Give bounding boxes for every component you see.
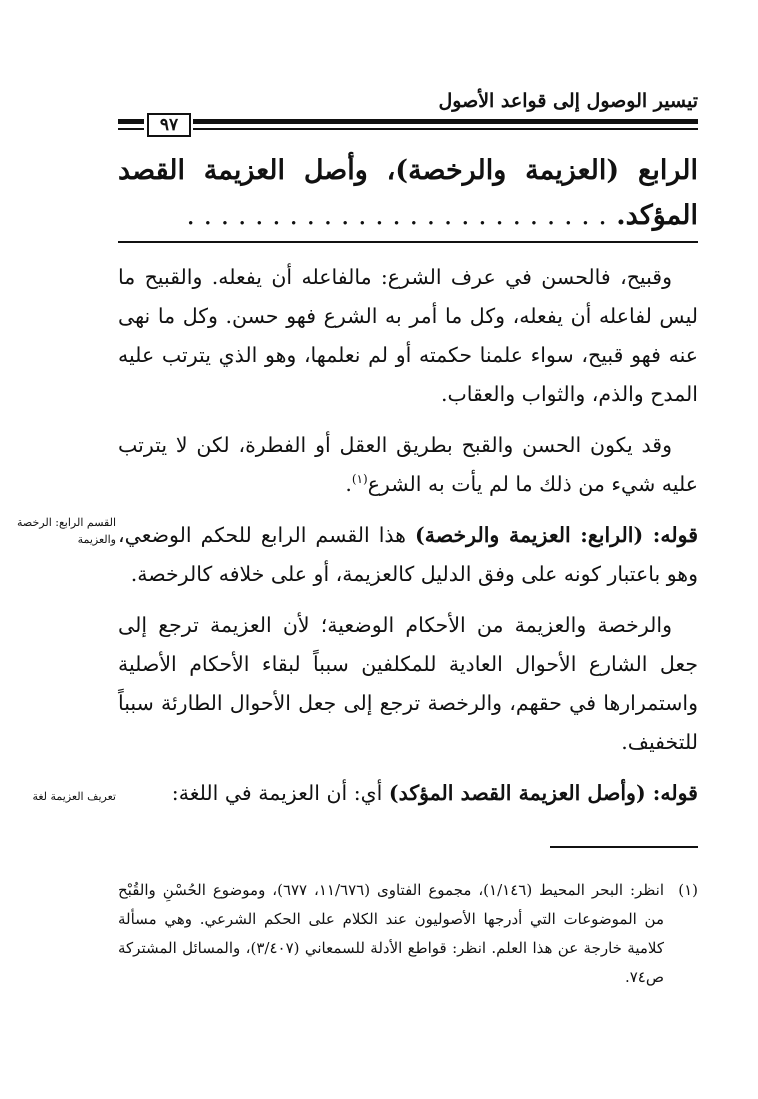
matn-text-block bbox=[118, 148, 698, 238]
footnote-reference[interactable]: (١) bbox=[351, 472, 368, 487]
header-rule-thick bbox=[193, 119, 698, 124]
header-rule-left-thin bbox=[118, 128, 144, 130]
footnote-separator-rule bbox=[550, 846, 698, 848]
paragraph-5-text: أي: أن العزيمة في اللغة: bbox=[171, 781, 389, 805]
paragraph-1: وقبيح، فالحسن في عرف الشرع: مالفاعله أن يفعله. والقبيح ما ليس لفاعله أن يفعله، وكل ما أمر به الشرع فهو حسن. وكل ما نهى عنه فهو قبيح، سواء علمنا حكمته أو لم نعلمها، وهو الذي يترتب عليه المدح والذم، والثواب والعقاب. bbox=[118, 265, 698, 406]
paragraph-3 bbox=[118, 516, 698, 594]
paragraph-2 bbox=[118, 426, 698, 504]
qawl-label-2: قوله: (وأصل العزيمة القصد المؤكد) bbox=[388, 781, 698, 805]
margin-note-rukhsa-azima: القسم الرابع: الرخصة والعزيمة bbox=[17, 516, 116, 546]
header-rule-thin bbox=[193, 128, 698, 130]
footnote-number: (١) bbox=[678, 881, 698, 899]
qawl-label-1: قوله: (الرابع: العزيمة والرخصة) bbox=[415, 523, 698, 547]
footnote bbox=[118, 876, 698, 992]
page-number: ٩٧ bbox=[147, 113, 191, 137]
margin-note-azima-definition: تعريف العزيمة لغة bbox=[32, 790, 116, 803]
paragraph-4: والرخصة والعزيمة من الأحكام الوضعية؛ لأن العزيمة ترجع إلى جعل الشارع الأحوال العادية للمكلفين سبباً لبقاء الأحكام الأصلية واستمرارها في حقهم، والرخصة ترجع إلى جعل الأحوال الطارئة سبباً للتخفيف. bbox=[118, 613, 698, 754]
paragraph-2-text: وقد يكون الحسن والقبح بطريق العقل أو الفطرة، لكن لا يترتب عليه شيء من ذلك ما لم يأت به الشرع bbox=[118, 433, 698, 496]
matn-separator-rule bbox=[118, 241, 698, 243]
header-rule-left-thick bbox=[118, 119, 144, 124]
paragraph-5 bbox=[118, 774, 698, 813]
running-title: تيسير الوصول إلى قواعد الأصول bbox=[438, 90, 698, 112]
matn-dots: . . . . . . . . . . . . . . . . . . . . . . . . . bbox=[186, 200, 607, 231]
footnote-text: انظر: البحر المحيط (١/١٤٦)، مجموع الفتاوى (١١/٦٧٦، ٦٧٧)، وموضوع الحُسْنِ والقُبْح من الموضوعات التي أدرجها الأصوليون عند الكلام على الحكم الشرعي. وهي مسألة كلامية خارجة عن هذا العلم. انظر: قواطع الأدلة للسمعاني (٣/٤٠٧)، والمسائل المشتركة ص٧٤. bbox=[118, 881, 664, 986]
paragraph-3-text: هذا القسم الرابع للحكم الوضعي، وهو باعتبار كونه على وفق الدليل كالعزيمة، أو على خلافه كالرخصة. bbox=[118, 523, 698, 586]
commentary-body bbox=[118, 258, 698, 825]
paragraph-2-end: . bbox=[345, 472, 352, 496]
matn-text: الرابع (العزيمة والرخصة)، وأصل العزيمة القصد المؤكد. bbox=[118, 155, 698, 231]
